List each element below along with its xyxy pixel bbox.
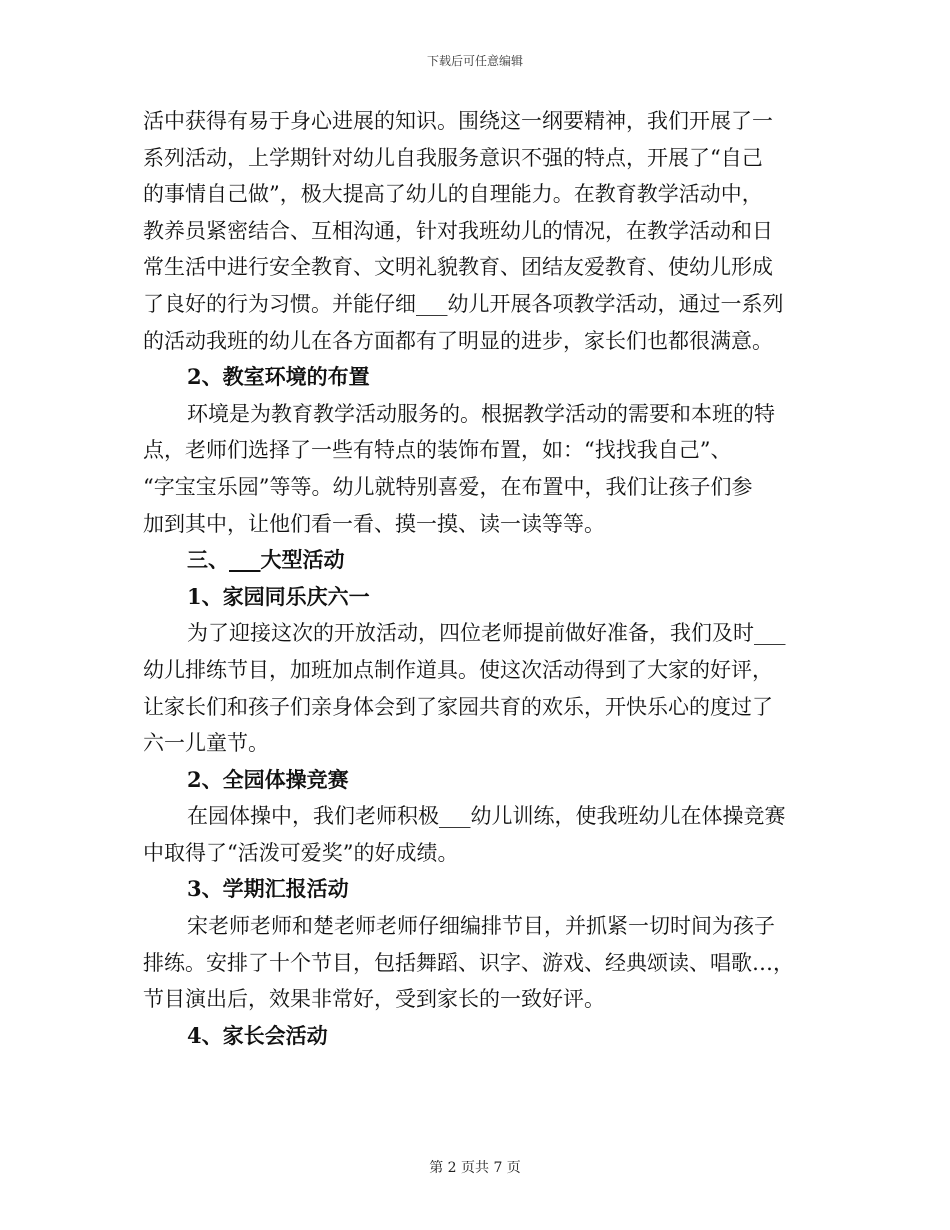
section-heading: 3、学期汇报活动 — [187, 876, 349, 902]
paragraph-line: 宋老师老师和楚老师老师仔细编排节目，并抓紧一切时间为孩子 — [187, 914, 775, 939]
page-footer: 第 2 页共 7 页 — [429, 1160, 521, 1176]
paragraph-line: 中取得了“活泼可爱奖”的好成绩。 — [143, 840, 459, 865]
paragraph-line: 节目演出后，效果非常好，受到家长的一致好评。 — [143, 987, 605, 1012]
paragraph-line: 教养员紧密结合、互相沟通，针对我班幼儿的情况，在教学活动和日 — [143, 218, 773, 243]
paragraph-line: 排练。安排了十个节目，包括舞蹈、识字、游戏、经典颂读、唱歌…， — [143, 950, 794, 975]
section-heading: 2、全园体操竞赛 — [187, 766, 349, 792]
paragraph-line: 常生活中进行安全教育、文明礼貌教育、团结友爱教育、使幼儿形成 — [143, 255, 773, 280]
paragraph-line: 系列活动，上学期针对幼儿自我服务意识不强的特点，开展了“自己 — [143, 145, 763, 170]
paragraph-line: 在园体操中，我们老师积极___幼儿训练，使我班幼儿在体操竞赛 — [187, 804, 786, 829]
paragraph-line: 让家长们和孩子们亲身体会到了家园共育的欢乐，开快乐心的度过了 — [143, 694, 773, 719]
page-header: 下载后可任意编辑 — [426, 54, 523, 68]
paragraph-line: 环境是为教育教学活动服务的。根据教学活动的需要和本班的特 — [187, 401, 775, 426]
paragraph-line: 幼儿排练节目，加班加点制作道具。使这次活动得到了大家的好评， — [143, 657, 773, 682]
paragraph-line: 加到其中，让他们看一看、摸一摸、读一读等等。 — [143, 511, 605, 536]
paragraph-line: 为了迎接这次的开放活动，四位老师提前做好准备，我们及时___ — [187, 621, 786, 646]
paragraph-line: “字宝宝乐园”等等。幼儿就特别喜爱，在布置中，我们让孩子们参 — [143, 474, 753, 499]
section-heading: 4、家长会活动 — [187, 1022, 328, 1048]
section-heading: 2、教室环境的布置 — [187, 364, 370, 390]
paragraph-line: 了良好的行为习惯。并能仔细___幼儿开展各项教学活动，通过一系列 — [143, 291, 784, 316]
paragraph-line: 活中获得有易于身心进展的知识。围绕这一纲要精神，我们开展了一 — [143, 109, 773, 133]
section-heading: 1、家园同乐庆六一 — [187, 583, 370, 609]
paragraph-line: 点，老师们选择了一些有特点的装饰布置，如：“找找我自己”、 — [143, 438, 732, 463]
paragraph-line: 六一儿童节。 — [143, 731, 269, 756]
section-heading: 三、___大型活动 — [187, 547, 345, 573]
document-body — [143, 103, 807, 1054]
paragraph-line: 的事情自己做”，极大提高了幼儿的自理能力。在教育教学活动中， — [143, 182, 763, 207]
paragraph-line: 的活动我班的幼儿在各方面都有了明显的进步，家长们也都很满意。 — [143, 328, 773, 353]
